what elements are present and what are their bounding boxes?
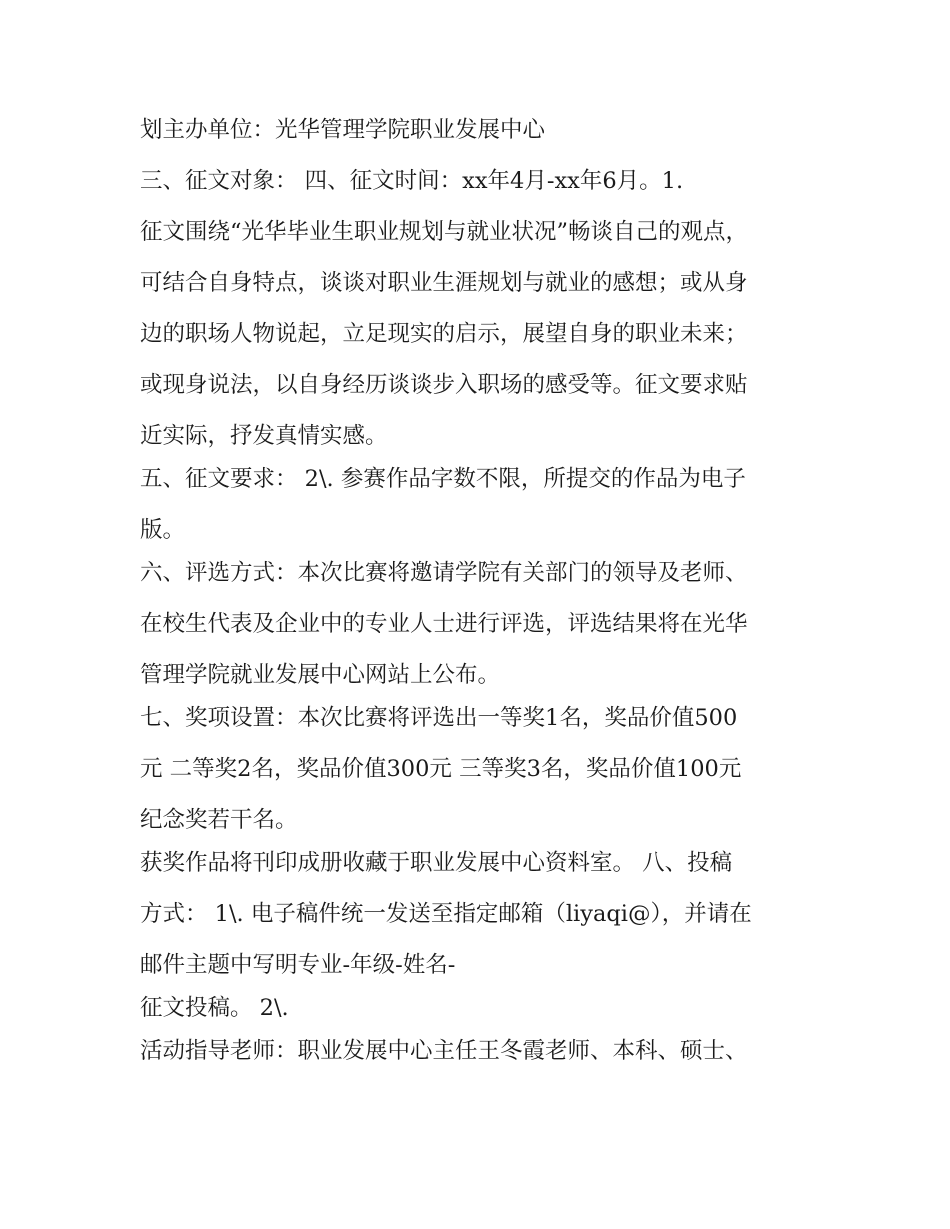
body-line: 管理学院就业发展中心网站上公布。 <box>140 662 501 688</box>
body-line: 版。 <box>140 517 186 543</box>
advisor-line: 活动指导老师：职业发展中心主任王冬霞老师、本科、硕士、 <box>140 1038 748 1064</box>
body-line: 或现身说法，以自身经历谈谈步入职场的感受等。征文要求贴 <box>140 372 748 398</box>
body-line: 邮件主题中写明专业-年级-姓名- <box>140 952 456 978</box>
document-body <box>140 108 820 1080</box>
organizer-line: 划主办单位：光华管理学院职业发展中心 <box>140 117 546 143</box>
requirements-line: 五、征文要求： 2\. 参赛作品字数不限，所提交的作品为电子 <box>140 466 746 492</box>
body-line: 在校生代表及企业中的专业人士进行评选，评选结果将在光华 <box>140 611 748 637</box>
body-line: 纪念奖若干名。 <box>140 807 298 833</box>
body-line: 近实际，抒发真情实感。 <box>140 423 388 449</box>
body-line: 方式： 1\. 电子稿件统一发送至指定邮箱（liyaqi@），并请在 <box>140 901 752 927</box>
body-line: 可结合自身特点，谈谈对职业生涯规划与就业的感想；或从身 <box>140 270 748 296</box>
body-line: 征文投稿。 2\. <box>140 995 289 1021</box>
awards-line: 七、奖项设置：本次比赛将评选出一等奖1名，奖品价值500 <box>140 705 738 731</box>
target-time-line: 三、征文对象： 四、征文时间：xx年4月-xx年6月。1. <box>140 168 684 194</box>
body-line: 征文围绕“光华毕业生职业规划与就业状况”畅谈自己的观点， <box>140 219 749 245</box>
submission-line: 获奖作品将刊印成册收藏于职业发展中心资料室。 八、投稿 <box>140 850 733 876</box>
body-line: 边的职场人物说起，立足现实的启示，展望自身的职业未来； <box>140 321 748 347</box>
body-line: 元 二等奖2名，奖品价值300元 三等奖3名，奖品价值100元 <box>140 756 742 782</box>
selection-line: 六、评选方式：本次比赛将邀请学院有关部门的领导及老师、 <box>140 560 748 586</box>
